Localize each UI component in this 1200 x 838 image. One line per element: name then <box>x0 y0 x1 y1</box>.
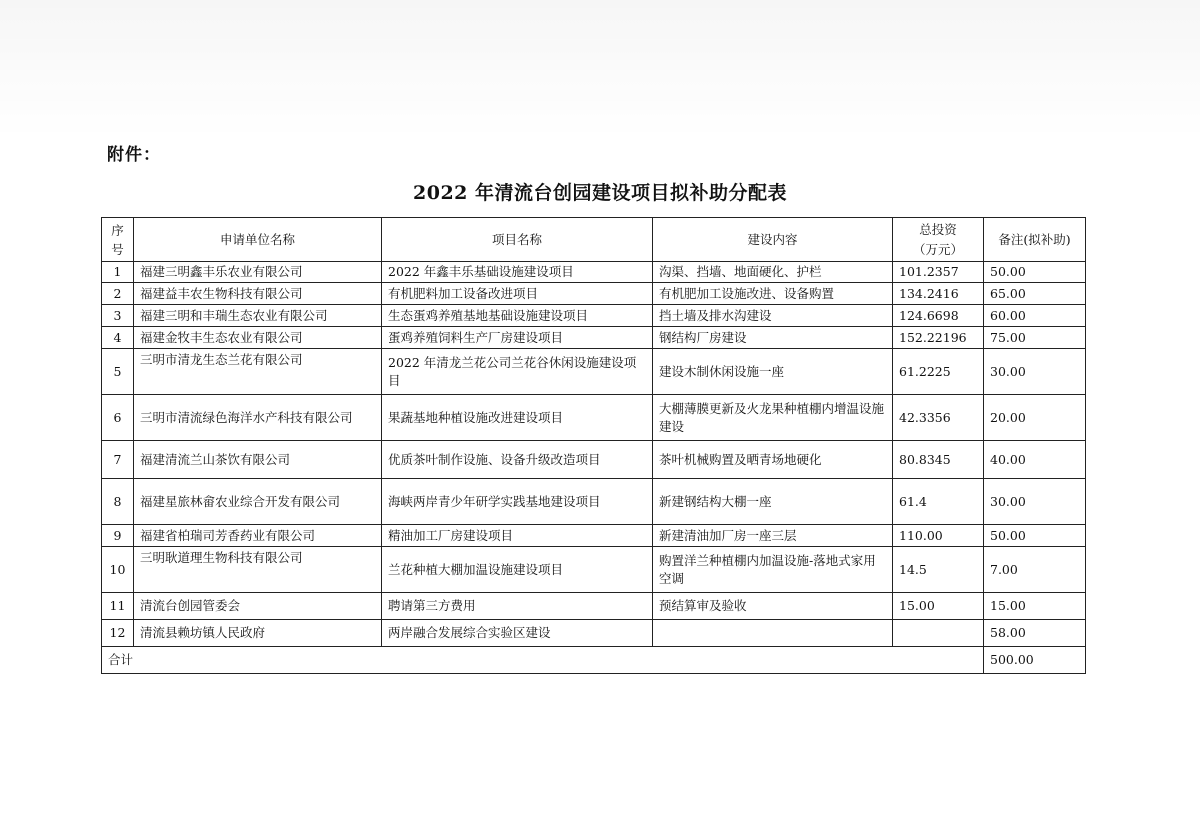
header-seq <box>102 218 134 262</box>
attachment-label: 附件： <box>107 145 161 165</box>
row-content: 新建清油加厂房一座三层 <box>653 525 893 547</box>
row-note: 40.00 <box>984 441 1086 479</box>
row-note: 30.00 <box>984 349 1086 395</box>
row-invest: 124.6698 <box>893 305 984 327</box>
table-row <box>102 349 1086 395</box>
row-seq: 9 <box>102 525 134 547</box>
header-note: 备注(拟补助) <box>984 218 1086 262</box>
row-content: 大棚薄膜更新及火龙果种植棚内增温设施建设 <box>653 395 893 441</box>
row-content <box>653 620 893 647</box>
row-invest: 15.00 <box>893 593 984 620</box>
row-invest: 42.3356 <box>893 395 984 441</box>
row-project: 两岸融合发展综合实验区建设 <box>382 620 653 647</box>
row-project: 聘请第三方费用 <box>382 593 653 620</box>
table-row <box>102 525 1086 547</box>
row-project: 兰花种植大棚加温设施建设项目 <box>382 547 653 593</box>
table-row <box>102 327 1086 349</box>
row-seq: 3 <box>102 305 134 327</box>
row-seq: 5 <box>102 349 134 395</box>
table-row <box>102 620 1086 647</box>
document-title: 2022 年清流台创园建设项目拟补助分配表 <box>413 182 787 204</box>
row-content: 钢结构厂房建设 <box>653 327 893 349</box>
row-unit: 三明耿道理生物科技有限公司 <box>134 547 382 593</box>
row-seq: 7 <box>102 441 134 479</box>
row-seq: 6 <box>102 395 134 441</box>
row-unit: 福建省柏瑞司芳香药业有限公司 <box>134 525 382 547</box>
row-seq: 8 <box>102 479 134 525</box>
row-invest: 80.8345 <box>893 441 984 479</box>
row-note: 30.00 <box>984 479 1086 525</box>
row-unit: 福建三明鑫丰乐农业有限公司 <box>134 262 382 283</box>
row-project: 海峡两岸青少年研学实践基地建设项目 <box>382 479 653 525</box>
row-content: 新建钢结构大棚一座 <box>653 479 893 525</box>
row-project: 精油加工厂房建设项目 <box>382 525 653 547</box>
row-unit: 三明市清流绿色海洋水产科技有限公司 <box>134 395 382 441</box>
row-seq: 12 <box>102 620 134 647</box>
table-row <box>102 441 1086 479</box>
row-note: 15.00 <box>984 593 1086 620</box>
header-invest-line1: 总投资 <box>919 221 957 237</box>
total-note: 500.00 <box>984 647 1086 674</box>
row-seq: 2 <box>102 283 134 305</box>
row-invest <box>893 620 984 647</box>
header-unit: 申请单位名称 <box>134 218 382 262</box>
header-project: 项目名称 <box>382 218 653 262</box>
row-seq: 4 <box>102 327 134 349</box>
row-project: 生态蛋鸡养殖基地基础设施建设项目 <box>382 305 653 327</box>
row-content: 茶叶机械购置及晒青场地硬化 <box>653 441 893 479</box>
row-note: 60.00 <box>984 305 1086 327</box>
row-note: 65.00 <box>984 283 1086 305</box>
row-project: 优质茶叶制作设施、设备升级改造项目 <box>382 441 653 479</box>
subsidy-table <box>101 217 1086 674</box>
row-unit: 福建星旅林畲农业综合开发有限公司 <box>134 479 382 525</box>
table-row <box>102 479 1086 525</box>
total-label: 合计 <box>102 647 984 674</box>
row-seq: 1 <box>102 262 134 283</box>
row-content: 购置洋兰种植棚内加温设施-落地式家用空调 <box>653 547 893 593</box>
header-row <box>102 218 1086 262</box>
row-invest: 110.00 <box>893 525 984 547</box>
row-note: 50.00 <box>984 262 1086 283</box>
row-project: 有机肥料加工设备改进项目 <box>382 283 653 305</box>
row-invest: 134.2416 <box>893 283 984 305</box>
row-content: 有机肥加工设施改进、设备购置 <box>653 283 893 305</box>
header-invest-line2: （万元） <box>912 241 963 257</box>
row-unit: 三明市清龙生态兰花有限公司 <box>134 349 382 395</box>
table-row <box>102 262 1086 283</box>
row-project: 果蔬基地种植设施改进建设项目 <box>382 395 653 441</box>
row-invest: 101.2357 <box>893 262 984 283</box>
row-unit: 福建益丰农生物科技有限公司 <box>134 283 382 305</box>
total-row <box>102 647 1086 674</box>
header-seq-text: 序号 <box>111 222 124 257</box>
row-content: 挡土墙及排水沟建设 <box>653 305 893 327</box>
row-invest: 61.2225 <box>893 349 984 395</box>
row-seq: 10 <box>102 547 134 593</box>
row-content: 建设木制休闲设施一座 <box>653 349 893 395</box>
row-unit: 清流县赖坊镇人民政府 <box>134 620 382 647</box>
row-project: 蛋鸡养殖饲料生产厂房建设项目 <box>382 327 653 349</box>
row-invest: 61.4 <box>893 479 984 525</box>
row-note: 75.00 <box>984 327 1086 349</box>
row-unit: 福建金牧丰生态农业有限公司 <box>134 327 382 349</box>
header-content: 建设内容 <box>653 218 893 262</box>
row-unit: 福建清流兰山茶饮有限公司 <box>134 441 382 479</box>
row-project: 2022 年清龙兰花公司兰花谷休闲设施建设项目 <box>382 349 653 395</box>
scan-shade <box>0 0 1200 140</box>
row-unit: 清流台创园管委会 <box>134 593 382 620</box>
row-project: 2022 年鑫丰乐基础设施建设项目 <box>382 262 653 283</box>
row-invest: 14.5 <box>893 547 984 593</box>
table-row <box>102 395 1086 441</box>
row-note: 7.00 <box>984 547 1086 593</box>
table-row <box>102 547 1086 593</box>
table-row <box>102 283 1086 305</box>
row-invest: 152.22196 <box>893 327 984 349</box>
row-note: 20.00 <box>984 395 1086 441</box>
row-content: 沟渠、挡墙、地面硬化、护栏 <box>653 262 893 283</box>
row-unit: 福建三明和丰瑞生态农业有限公司 <box>134 305 382 327</box>
table-row <box>102 593 1086 620</box>
header-invest <box>893 218 984 262</box>
row-content: 预结算审及验收 <box>653 593 893 620</box>
row-note: 50.00 <box>984 525 1086 547</box>
table-row <box>102 305 1086 327</box>
row-note: 58.00 <box>984 620 1086 647</box>
row-seq: 11 <box>102 593 134 620</box>
